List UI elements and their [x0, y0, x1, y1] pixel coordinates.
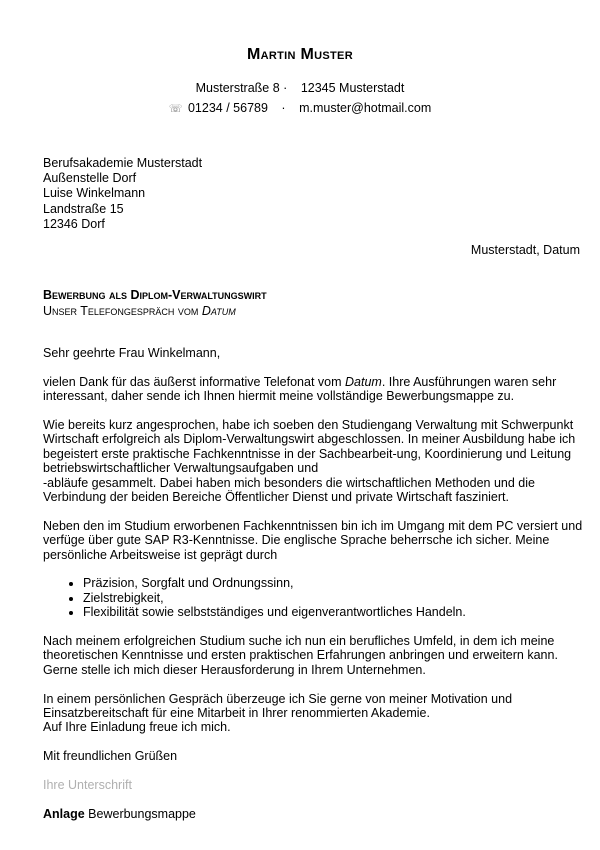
address-separator: ·	[283, 81, 288, 95]
list-item: • Präzision, Sorgfalt und Ordnungssinn,	[83, 576, 583, 590]
sender-street: Musterstraße 8	[195, 81, 280, 95]
paragraph-5-text-b: Auf Ihre Einladung freue ich mich.	[43, 720, 231, 735]
recipient-address	[43, 156, 202, 232]
subject-reference	[43, 304, 267, 320]
paragraph-3: Neben den im Studium erworbenen Fachkenntnissen bin ich im Umgang mit dem PC versiert und verfüge über gute SAP R3-Kenntnisse. Die englische Sprache beherrsche ich sicher. Meine persönliche Arbeitsweise ist geprägt durch	[43, 518, 583, 562]
list-item: • Zielstrebigkeit,	[83, 591, 583, 605]
attachment-line	[43, 807, 583, 821]
recipient-line: Luise Winkelmann	[43, 186, 146, 201]
subject-line: Bewerbung als Diplom-Verwaltungswirt	[43, 288, 267, 302]
contact-separator: ·	[281, 101, 286, 115]
subject-block	[43, 288, 267, 319]
recipient-line: Berufsakademie Musterstadt	[43, 156, 203, 170]
recipient-line: 12346 Dorf	[43, 216, 105, 231]
paragraph-2-text-b: -abläufe gesammelt. Dabei haben mich besonders die wirtschaftlichen Methoden und die Verbindung der beiden Bereiche Öffentlicher Dienst und private Wirtschaft fasziniert.	[43, 475, 535, 505]
sender-address	[0, 81, 600, 95]
paragraph-1	[43, 375, 583, 404]
paragraph-2-text-a: Wie bereits kurz angesprochen, habe ich soeben den Studiengang Verwaltung mit Schwerpunkt Wirtschaft erfolgreich als Diplom-Verwaltungswirt abgeschlossen. In meiner Ausbildung habe ich begeistert erste praktische Fachkenntnisse in der Sachbearbeit-ung, Koordinierung und Leitung betriebswirtschaftlicher Verwaltungsaufgaben und	[43, 418, 576, 476]
recipient-line: Landstraße 15	[43, 201, 124, 216]
phone-icon: ☏	[168, 103, 183, 115]
subject-reference-text: Unser Telefongespräch vom	[43, 303, 202, 318]
paragraph-2	[43, 418, 583, 504]
attachment-label: Anlage	[43, 806, 85, 821]
paragraph-1-text-b: . Ihre Ausführungen waren sehr interessant, daher sende ich Ihnen hiermit meine vollständige Bewerbungsmappe zu.	[43, 374, 557, 404]
paragraph-1-text-a: vielen Dank für das äußerst informative Telefonat vom	[43, 374, 345, 389]
letter-date: Musterstadt, Datum	[470, 243, 580, 257]
subject-reference-date: Datum	[201, 303, 236, 318]
signature-placeholder: Ihre Unterschrift	[43, 778, 132, 793]
closing: Mit freundlichen Grüßen	[43, 749, 178, 764]
sender-phone: 01234 / 56789	[187, 101, 268, 115]
sender-contact	[0, 101, 600, 115]
attachment-text: Bewerbungsmappe	[88, 806, 196, 821]
paragraph-4: Nach meinem erfolgreichen Studium suche ich nun ein berufliches Umfeld, in dem ich meine theoretischen Kenntnisse und ersten praktischen Erfahrungen anbringen und erweitern kann. Gerne stelle ich mich dieser Herausforderung in Ihrem Unternehmen.	[43, 634, 558, 677]
sender-email: m.muster@hotmail.com	[299, 101, 432, 115]
list-item: • Flexibilität sowie selbstständiges und eigenverantwortliches Handeln.	[83, 605, 583, 619]
sender-city: 12345 Musterstadt	[300, 81, 405, 95]
recipient-line: Außenstelle Dorf	[43, 171, 137, 186]
letter-body	[43, 346, 583, 836]
paragraph-5	[43, 692, 583, 735]
sender-name: Martin Muster	[247, 46, 353, 63]
paragraph-5-text-a: In einem persönlichen Gespräch überzeuge ich Sie gerne von meiner Motivation und Einsatzbereitschaft für eine Mitarbeit in Ihrer renommierten Akademie.	[43, 691, 513, 721]
paragraph-1-date: Datum	[345, 374, 382, 389]
skills-list	[43, 576, 583, 619]
salutation: Sehr geehrte Frau Winkelmann,	[43, 346, 221, 360]
